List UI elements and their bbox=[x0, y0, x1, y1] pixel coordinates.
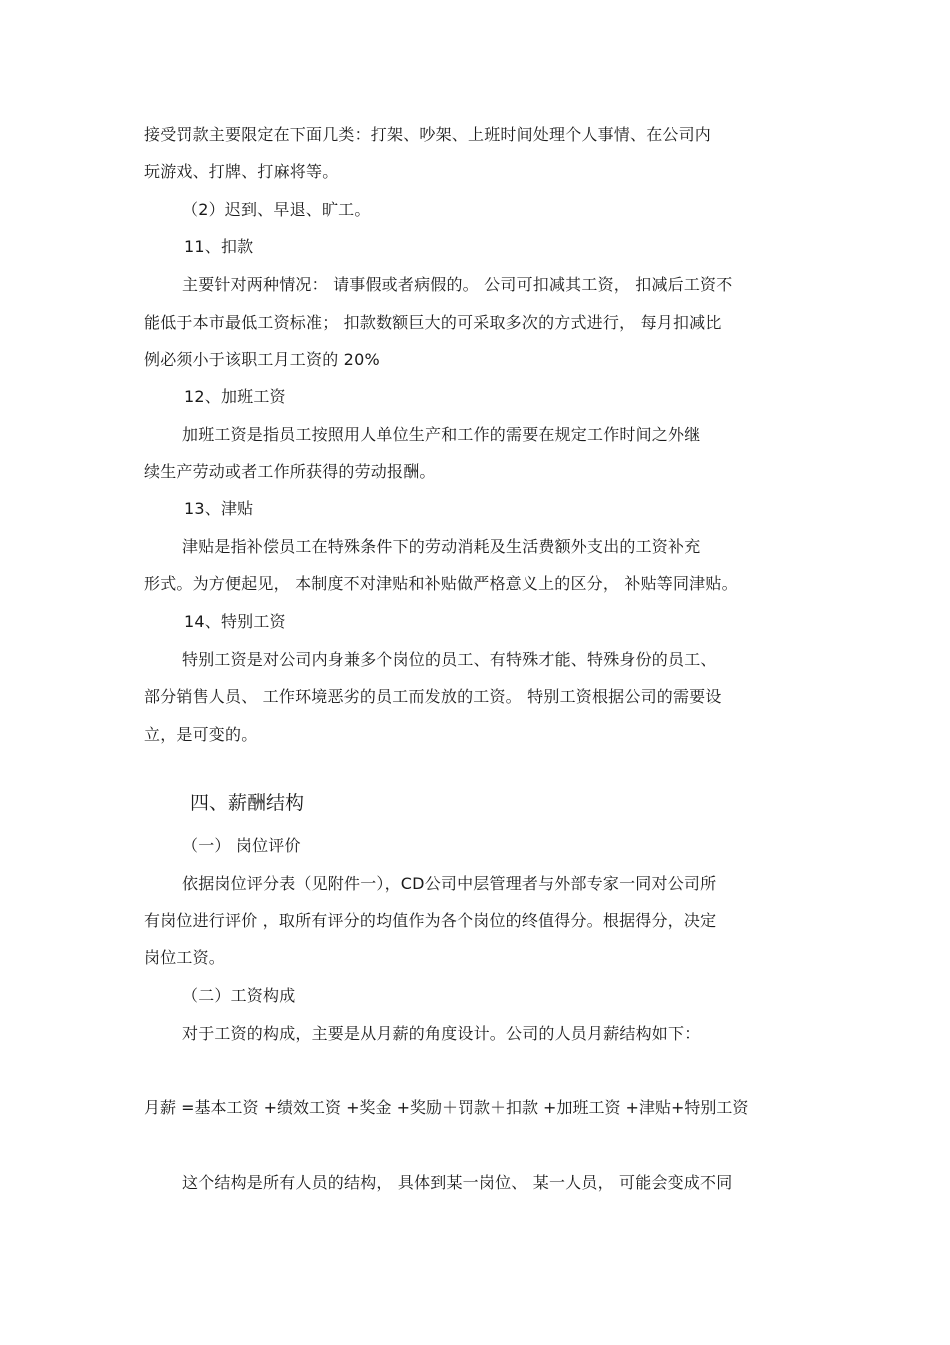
section-heading: 11、扣款 bbox=[184, 237, 254, 256]
section-heading: 12、加班工资 bbox=[184, 387, 286, 406]
section-heading: 13、津贴 bbox=[184, 499, 254, 518]
paragraph-line: 部分销售人员、 工作环境恶劣的员工而发放的工资。 特别工资根据公司的需要设 bbox=[144, 687, 722, 706]
paragraph-line: 依据岗位评分表（见附件一），CD公司中层管理者与外部专家一同对公司所 bbox=[182, 874, 717, 893]
paragraph-line: 特别工资是对公司内身兼多个岗位的员工、有特殊才能、特殊身份的员工、 bbox=[182, 650, 717, 669]
paragraph-line: 津贴是指补偿员工在特殊条件下的劳动消耗及生活费额外支出的工资补充 bbox=[182, 537, 701, 556]
paragraph-line: 加班工资是指员工按照用人单位生产和工作的需要在规定工作时间之外继 bbox=[182, 425, 701, 444]
chapter-heading: 四、薪酬结构 bbox=[190, 792, 305, 814]
paragraph-line: 玩游戏、打牌、打麻将等。 bbox=[144, 162, 339, 181]
section-heading: 14、特别工资 bbox=[184, 612, 286, 631]
paragraph-line: 能低于本市最低工资标准； 扣款数额巨大的可采取多次的方式进行， 每月扣减比 bbox=[144, 313, 722, 332]
paragraph-line: 这个结构是所有人员的结构， 具体到某一岗位、 某一人员， 可能会变成不同 bbox=[182, 1173, 733, 1192]
subsection-heading: （二）工资构成 bbox=[182, 986, 296, 1005]
paragraph-line: 例必须小于该职工月工资的 20% bbox=[144, 350, 380, 369]
subsection-heading: （一） 岗位评价 bbox=[182, 836, 301, 855]
paragraph-line: 立，是可变的。 bbox=[144, 725, 258, 744]
paragraph-line: 接受罚款主要限定在下面几类：打架、吵架、上班时间处理个人事情、在公司内 bbox=[144, 125, 712, 144]
paragraph-line: 形式。为方便起见， 本制度不对津贴和补贴做严格意义上的区分， 补贴等同津贴。 bbox=[144, 574, 738, 593]
paragraph-line: 主要针对两种情况： 请事假或者病假的。 公司可扣减其工资， 扣减后工资不 bbox=[182, 275, 733, 294]
paragraph-line: 续生产劳动或者工作所获得的劳动报酬。 bbox=[144, 462, 436, 481]
list-item: （2）迟到、早退、旷工。 bbox=[182, 200, 371, 219]
paragraph-line: 有岗位进行评价 ，取所有评分的均值作为各个岗位的终值得分。根据得分，决定 bbox=[144, 911, 717, 930]
paragraph-line: 岗位工资。 bbox=[144, 948, 226, 967]
paragraph-line: 对于工资的构成，主要是从月薪的角度设计。公司的人员月薪结构如下： bbox=[182, 1024, 701, 1043]
salary-formula: 月薪 =基本工资 +绩效工资 +奖金 +奖励＋罚款＋扣款 +加班工资 +津贴+特别工资 bbox=[144, 1098, 749, 1117]
